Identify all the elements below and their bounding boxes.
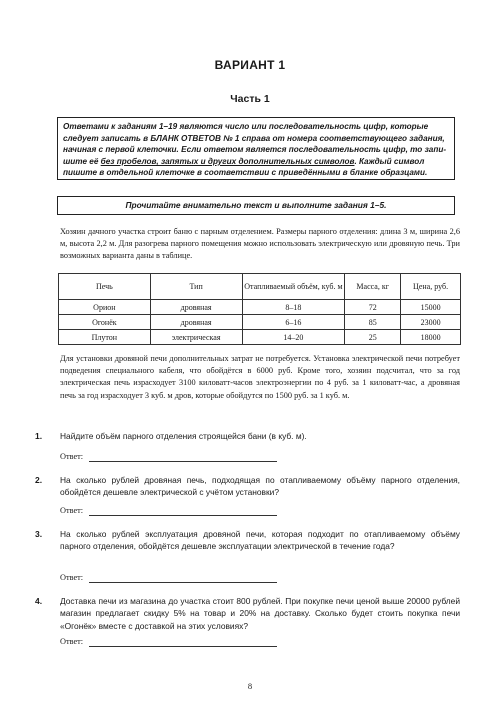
answer-field[interactable]	[89, 515, 277, 516]
instructions-line: Ответами к заданиям 1–19 являются число или последовательность цифр, которые	[63, 122, 429, 131]
page-number: 8	[247, 681, 253, 691]
answer-label: Ответ:	[60, 506, 84, 515]
variant-title: ВАРИАНТ 1	[214, 58, 286, 72]
question-number: 1.	[35, 431, 43, 441]
table-cell: Орион	[59, 300, 151, 315]
question-number: 4.	[35, 596, 43, 606]
question-number: 2.	[35, 475, 43, 485]
instructions-line: пишите в отдельной клеточке в соответствии с приведёнными в бланке образцами.	[63, 168, 428, 178]
question-text: Найдите объём парного отделения строящейся бани (в куб. м).	[60, 431, 307, 441]
answer-field[interactable]	[89, 582, 277, 583]
table-row	[59, 315, 461, 330]
intro-paragraph: Хозяин дачного участка строит баню с парным отделением. Размеры парного отделения: длина 3 м, ширина 2,6 м, высота 2,2 м. Для разогрева парного помещения можно использовать электрическую или дровяную печь. Три возможных варианта даны в таблице.	[60, 227, 460, 261]
instructions-box	[57, 117, 455, 180]
answer-field[interactable]	[89, 461, 277, 462]
table-header: Печь	[59, 274, 151, 300]
answer-field[interactable]	[89, 646, 277, 647]
table-cell: 25	[345, 330, 401, 345]
answer-label: Ответ:	[60, 573, 84, 582]
instructions-text: шите её	[63, 156, 101, 166]
table-cell: 18000	[401, 330, 461, 345]
question-text: На сколько рублей дровяная печь, подходящая по отапливаемому объёму парного отделения, обойдётся дешевле электрической с учётом установки?	[60, 475, 460, 498]
table-cell: Плутон	[59, 330, 151, 345]
table-cell: дровяная	[150, 300, 242, 315]
question-text: Доставка печи из магазина до участка стоит 800 рублей. При покупке печи ценой выше 20000 рублей магазин предлагает скидку 5% на товар и 20% на доставку. Сколько будет стоить покупка печи «Огонёк» вместе с доставкой на этих условиях?	[60, 596, 460, 631]
table-header-row	[59, 274, 461, 300]
stove-table	[58, 273, 461, 345]
extra-paragraph: Для установки дровяной печи дополнительных затрат не потребуется. Установка электрической печи потребует подведения специального кабеля, что обойдётся в 6000 руб. Кроме того, хозяин подсчитал, что за год электрическая печь израсходует 3100 киловатт-часов электроэнергии по 4 руб. за 1 киловатт-час, а дровяная печь за год израсходует 3 куб. м дров, которые обойдутся по 1500 руб. за 1 куб. м.	[60, 354, 460, 400]
instructions-line: следует записать в БЛАНК ОТВЕТОВ № 1 справа от номера соответствующего задания,	[63, 133, 445, 143]
table-cell: 23000	[401, 315, 461, 330]
table-cell: 8–18	[242, 300, 345, 315]
table-cell: дровяная	[150, 315, 242, 330]
table-row	[59, 300, 461, 315]
table-cell: Огонёк	[59, 315, 151, 330]
question-text: На сколько рублей эксплуатация дровяной печи, которая подходит по отапливаемому объёму парного отделения, обойдётся дешевле эксплуатации электрической в течение года?	[60, 529, 460, 552]
read-prompt-box: Прочитайте внимательно текст и выполните задания 1–5.	[57, 196, 455, 215]
answer-label: Ответ:	[60, 637, 84, 646]
instructions-underlined: без пробелов, запятых и других дополнительных символов	[100, 156, 355, 166]
table-cell: 15000	[401, 300, 461, 315]
table-header: Тип	[150, 274, 242, 300]
answer-label: Ответ:	[60, 452, 84, 461]
table-cell: 85	[345, 315, 401, 330]
table-cell: 14–20	[242, 330, 345, 345]
table-header: Цена, руб.	[401, 274, 461, 300]
part-title: Часть 1	[230, 93, 270, 105]
table-header: Отапливаемый объём, куб. м	[242, 274, 345, 300]
table-cell: 72	[345, 300, 401, 315]
question-number: 3.	[35, 529, 43, 539]
instructions-text: . Каждый символ	[354, 156, 425, 166]
table-cell: электрическая	[150, 330, 242, 345]
table-header: Масса, кг	[345, 274, 401, 300]
table-cell: 6–16	[242, 315, 345, 330]
table-row	[59, 330, 461, 345]
instructions-line: начиная с первой клеточки. Если ответом является последовательность цифр, то запи-	[63, 145, 447, 155]
instructions-line	[63, 156, 449, 168]
